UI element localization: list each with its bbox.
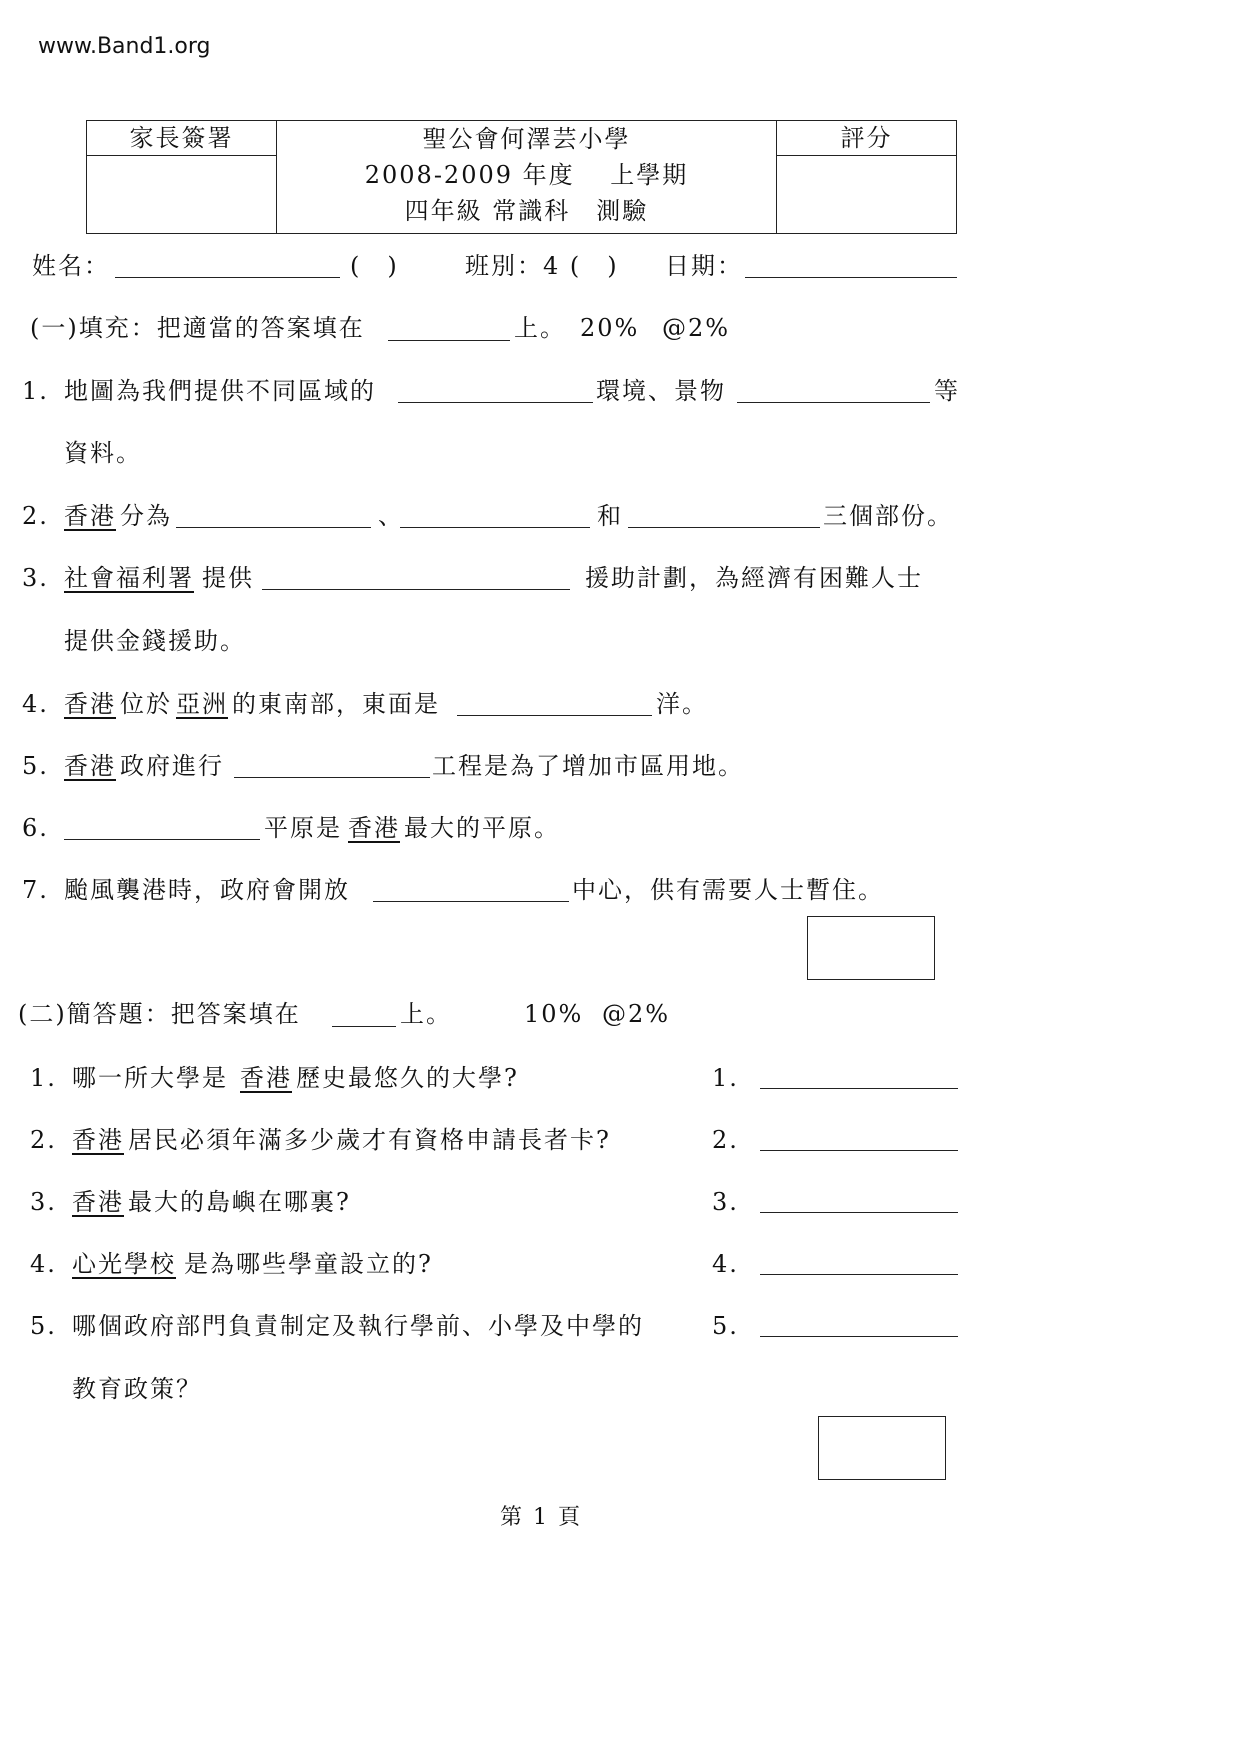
s1-q3-text-a: 社會福利署 bbox=[64, 564, 194, 592]
score-label: 評分 bbox=[777, 121, 956, 156]
s1-q3-number: 3. bbox=[22, 564, 49, 592]
s1-q2-text-a: 香港 bbox=[64, 502, 116, 530]
s1-q6-text-a: 平原是 bbox=[264, 814, 342, 842]
s1-q4-number: 4. bbox=[22, 690, 49, 718]
section2-title-post: 上。 bbox=[400, 1000, 452, 1028]
s1-q4-text-d: 的東南部，東面是 bbox=[232, 690, 440, 718]
s2-q4-number: 4. bbox=[30, 1250, 57, 1278]
s2-q3-number: 3. bbox=[30, 1188, 57, 1216]
s2-q3-text-a: 香港 bbox=[72, 1188, 124, 1216]
s1-q7-text-a: 颱風襲港時，政府會開放 bbox=[64, 876, 350, 904]
parent-signature-label: 家長簽署 bbox=[87, 121, 276, 156]
class-label: 班別：4 ( ) bbox=[465, 252, 619, 280]
s2-q1-text-a: 哪一所大學是 bbox=[72, 1064, 228, 1092]
s2-answer-line-5[interactable] bbox=[760, 1336, 958, 1337]
s2-q5-number: 5. bbox=[30, 1312, 57, 1340]
s2-answer-label-4: 4. bbox=[712, 1250, 739, 1278]
s1-q3-text-d: 提供金錢援助。 bbox=[64, 627, 246, 655]
s1-q6-number: 6. bbox=[22, 814, 49, 842]
s1-q1-number: 1. bbox=[22, 377, 49, 405]
section2-marks: 10% bbox=[524, 1000, 584, 1028]
s2-answer-line-2[interactable] bbox=[760, 1150, 958, 1151]
s2-answer-label-5: 5. bbox=[712, 1312, 739, 1340]
s1-q3-text-b: 提供 bbox=[202, 564, 254, 592]
s2-q3-text-b: 最大的島嶼在哪裏? bbox=[128, 1188, 351, 1216]
header-table bbox=[86, 120, 957, 234]
section2-score-box[interactable] bbox=[818, 1416, 946, 1480]
s2-answer-line-1[interactable] bbox=[760, 1088, 958, 1089]
s1-q1-text-d: 資料。 bbox=[64, 439, 142, 467]
s2-answer-line-4[interactable] bbox=[760, 1274, 958, 1275]
school-info-cell bbox=[277, 121, 777, 234]
s1-q2-text-e: 三個部份。 bbox=[823, 502, 953, 530]
s2-q2-text-a: 香港 bbox=[72, 1126, 124, 1154]
date-label: 日期： bbox=[665, 252, 743, 280]
s1-q1-text-b: 環境、景物 bbox=[596, 377, 726, 405]
s1-q4-text-b: 位於 bbox=[120, 690, 172, 718]
section1-title: (一)填充：把適當的答案填在 bbox=[30, 314, 365, 342]
s1-q1-text-a: 地圖為我們提供不同區域的 bbox=[64, 377, 376, 405]
s2-q2-text-b: 居民必須年滿多少歲才有資格申請長者卡? bbox=[128, 1126, 611, 1154]
s2-answer-label-1: 1. bbox=[712, 1064, 739, 1092]
s1-q4-blank[interactable] bbox=[457, 715, 652, 716]
s2-answer-line-3[interactable] bbox=[760, 1212, 958, 1213]
test-subject: 四年級 常識科 測驗 bbox=[404, 197, 649, 225]
s2-q1-text-c: 歷史最悠久的大學? bbox=[296, 1064, 519, 1092]
s2-answer-label-2: 2. bbox=[712, 1126, 739, 1154]
s1-q2-blank-3[interactable] bbox=[628, 527, 820, 528]
name-label: 姓名： bbox=[32, 252, 110, 280]
section1-title-blank bbox=[388, 340, 510, 341]
s1-q7-blank[interactable] bbox=[373, 901, 569, 902]
date-field[interactable] bbox=[745, 277, 957, 278]
s2-answer-label-3: 3. bbox=[712, 1188, 739, 1216]
s2-q1-text-b: 香港 bbox=[240, 1064, 292, 1092]
s2-q4-text-b: 是為哪些學童設立的? bbox=[184, 1250, 433, 1278]
s1-q2-blank-2[interactable] bbox=[400, 527, 590, 528]
s1-q2-blank-1[interactable] bbox=[176, 527, 371, 528]
s1-q5-text-b: 政府進行 bbox=[120, 752, 224, 780]
s1-q5-text-c: 工程是為了增加市區用地。 bbox=[432, 752, 744, 780]
s2-q1-number: 1. bbox=[30, 1064, 57, 1092]
section1-title-post: 上。 bbox=[514, 314, 566, 342]
section1-each: @2% bbox=[662, 314, 731, 342]
s1-q3-text-c: 援助計劃，為經濟有困難人士 bbox=[585, 564, 923, 592]
s1-q7-text-b: 中心，供有需要人士暫住。 bbox=[572, 876, 884, 904]
s1-q6-text-b: 香港 bbox=[348, 814, 400, 842]
student-number-paren: ( ) bbox=[350, 252, 399, 280]
school-term: 2008-2009 年度 上學期 bbox=[364, 161, 689, 189]
s1-q4-text-c: 亞洲 bbox=[176, 690, 228, 718]
page-number: 第 1 頁 bbox=[500, 1505, 582, 1530]
s1-q5-blank[interactable] bbox=[234, 777, 430, 778]
score-cell bbox=[777, 121, 957, 234]
s2-q5-text-a: 哪個政府部門負責制定及執行學前、小學及中學的 bbox=[72, 1312, 644, 1340]
s1-q2-text-c: 、 bbox=[378, 502, 404, 530]
s2-q2-number: 2. bbox=[30, 1126, 57, 1154]
s1-q2-text-b: 分為 bbox=[120, 502, 172, 530]
section2-each: @2% bbox=[602, 1000, 671, 1028]
s1-q2-text-d: 和 bbox=[597, 502, 623, 530]
s1-q5-text-a: 香港 bbox=[64, 752, 116, 780]
section1-marks: 20% bbox=[580, 314, 640, 342]
s2-q5-text-b: 教育政策？ bbox=[72, 1375, 202, 1403]
s2-q4-text-a: 心光學校 bbox=[72, 1250, 176, 1278]
s1-q5-number: 5. bbox=[22, 752, 49, 780]
s1-q1-text-c: 等 bbox=[934, 377, 960, 405]
section2-title-blank bbox=[332, 1026, 396, 1027]
s1-q2-number: 2. bbox=[22, 502, 49, 530]
s1-q6-blank[interactable] bbox=[64, 839, 260, 840]
section1-score-box[interactable] bbox=[807, 916, 935, 980]
name-field[interactable] bbox=[115, 277, 340, 278]
s1-q1-blank-2[interactable] bbox=[737, 402, 930, 403]
watermark-url: www.Band1.org bbox=[38, 34, 211, 59]
parent-signature-cell bbox=[87, 121, 277, 234]
s1-q4-text-e: 洋。 bbox=[656, 690, 708, 718]
s1-q1-blank-1[interactable] bbox=[398, 402, 593, 403]
section2-title: (二)簡答題：把答案填在 bbox=[18, 1000, 301, 1028]
s1-q4-text-a: 香港 bbox=[64, 690, 116, 718]
s1-q3-blank[interactable] bbox=[262, 589, 570, 590]
s1-q7-number: 7. bbox=[22, 876, 49, 904]
s1-q6-text-c: 最大的平原。 bbox=[404, 814, 560, 842]
school-name: 聖公會何澤芸小學 bbox=[422, 125, 631, 153]
